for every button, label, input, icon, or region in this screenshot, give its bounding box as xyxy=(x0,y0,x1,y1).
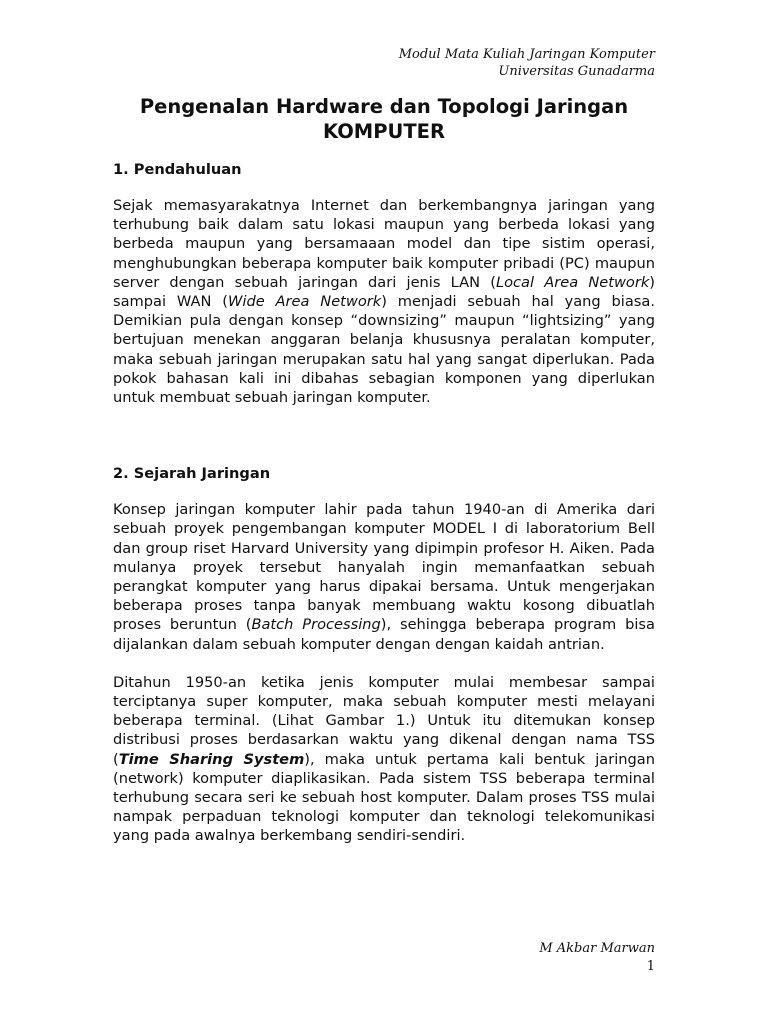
paragraph xyxy=(113,500,655,654)
section-pendahuluan xyxy=(113,160,655,407)
paragraph xyxy=(113,673,655,846)
bold-italic-term: Time Sharing System xyxy=(118,750,305,768)
document-title xyxy=(113,94,655,144)
spacer xyxy=(113,407,655,464)
text-run: ) sampai WAN ( xyxy=(113,273,655,311)
spacer xyxy=(113,654,655,673)
header-university: Universitas Gunadarma xyxy=(498,64,655,79)
text-run: Ditahun 1950-an ketika jenis komputer mulai membesar sampai terciptanya super komputer, maka sebuah komputer mesti melayani beberapa terminal. (Lihat Gambar 1.) Untuk itu ditemukan konsep distribusi proses berdasarkan waktu yang dikenal dengan nama TSS ( xyxy=(113,673,655,768)
section-heading: 2. Sejarah Jaringan xyxy=(113,465,271,483)
section-heading: 1. Pendahuluan xyxy=(113,161,242,178)
italic-term: Local Area Network xyxy=(495,273,650,291)
text-run: ), sehingga beberapa program bisa dijalankan dalam sebuah komputer dengan dengan kaidah antrian. xyxy=(113,616,655,653)
title-line-1: Pengenalan Hardware dan Topologi Jaringan xyxy=(139,95,629,118)
footer-author: M Akbar Marwan xyxy=(539,941,655,956)
title-line-2: KOMPUTER xyxy=(323,120,445,143)
section-sejarah-jaringan xyxy=(113,464,655,845)
italic-term: Wide Area Network xyxy=(227,293,382,311)
running-footer xyxy=(539,940,655,976)
text-run: Sejak memasyarakatnya Internet dan berkembangnya jaringan yang terhubung baik dalam satu lokasi maupun yang berbeda lokasi yang berbeda maupun yang bersamaaan model dan tipe sistim operasi, menghubungkan beberapa komputer baik komputer pribadi (PC) maupun server dengan sebuah jaringan dari jenis LAN ( xyxy=(113,197,655,291)
document-body xyxy=(113,160,655,846)
italic-term: Batch Processing xyxy=(251,616,381,634)
running-header xyxy=(399,46,655,80)
header-course: Modul Mata Kuliah Jaringan Komputer xyxy=(398,47,655,62)
text-run: ) menjadi sebuah hal yang biasa. Demikian pula dengan konsep “downsizing” maupun “lightsizing” yang bertujuan menekan anggaran belanja khususnya peralatan komputer, maka sebuah jaringan merupakan satu hal yang sangat diperlukan. Pada pokok bahasan kali ini dibahas sebagian komponen yang diperlukan untuk membuat sebuah jaringan komputer. xyxy=(113,293,655,407)
paragraph xyxy=(113,196,655,407)
text-run: Konsep jaringan komputer lahir pada tahun 1940-an di Amerika dari sebuah proyek pengembangan komputer MODEL I di laboratorium Bell dan group riset Harvard University yang dipimpin profesor H. Aiken. Pada mulanya proyek tersebut hanyalah ingin memanfaatkan sebuah perangkat komputer yang harus dipakai bersama. Untuk mengerjakan beberapa proses tanpa banyak membuang waktu kosong dibuatlah proses beruntun ( xyxy=(113,501,655,634)
page-number: 1 xyxy=(646,959,655,974)
text-run: ), maka untuk pertama kali bentuk jaringan (network) komputer diaplikasikan. Pada sistem TSS beberapa terminal terhubung secara seri ke sebuah host komputer. Dalam proses TSS mulai nampak perpaduan teknologi komputer dan teknologi telekomunikasi yang pada awalnya berkembang sendiri-sendiri. xyxy=(113,750,655,845)
